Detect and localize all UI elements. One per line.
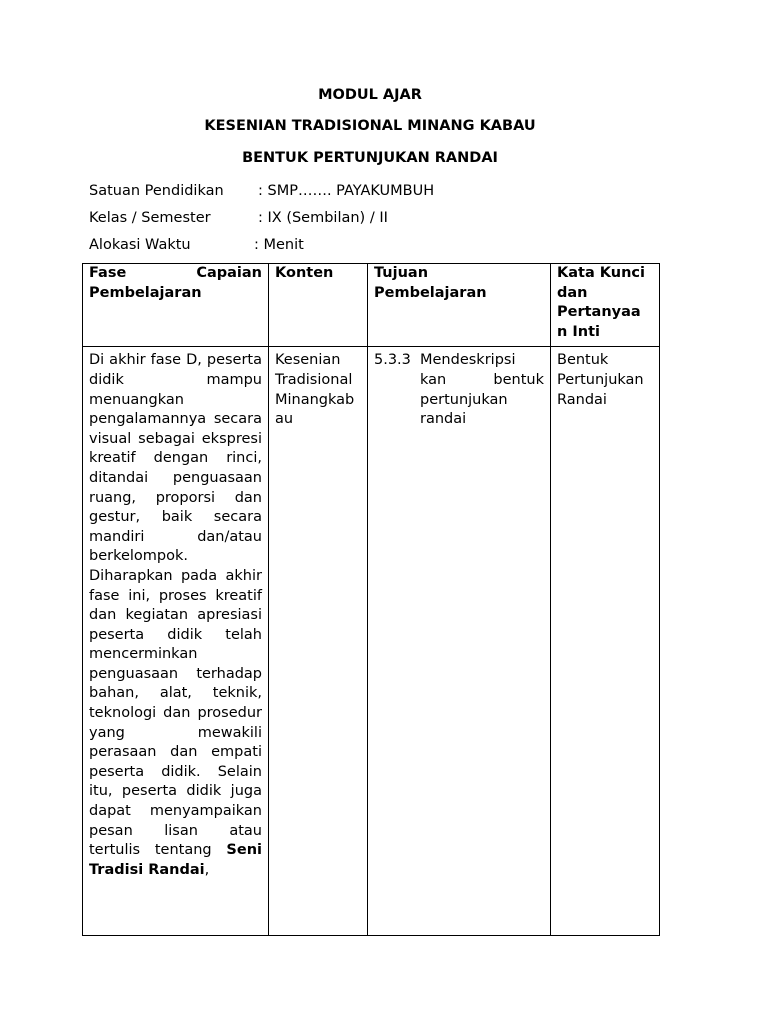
doc-title: MODUL AJAR: [318, 87, 422, 103]
table-row: [83, 347, 660, 936]
header-capaian-word: Pembelajaran: [89, 284, 202, 301]
cell-kata-kunci: Bentuk Pertunjukan Randai: [551, 347, 660, 936]
info-value: : IX (Sembilan) / II: [258, 210, 388, 226]
header-capaian-word: Capaian: [196, 265, 262, 281]
info-label: Alokasi Waktu: [89, 237, 191, 253]
cell-capaian: [83, 347, 269, 936]
capaian-bold-text: Seni Tradisi Randai: [89, 842, 262, 878]
info-value: : SMP……. PAYAKUMBUH: [258, 183, 435, 199]
header-konten: Konten: [269, 264, 368, 347]
header-tujuan: Tujuan Pembelajaran: [368, 264, 551, 347]
header-kata-kunci: Kata Kunci dan Pertanyaa n Inti: [551, 264, 660, 347]
tujuan-text: Mendeskripsi kan bentuk pertunjukan randai: [420, 352, 544, 428]
info-label: Kelas / Semester: [89, 210, 211, 226]
info-label: Satuan Pendidikan: [89, 183, 224, 199]
tujuan-number: 5.3.3: [374, 352, 411, 369]
cell-tujuan: [368, 347, 551, 936]
doc-topic: BENTUK PERTUNJUKAN RANDAI: [242, 150, 498, 166]
header-capaian-word: Fase: [89, 265, 127, 281]
learning-table: [82, 263, 660, 936]
table-header-row: [83, 264, 660, 347]
cell-konten: Kesenian Tradisional Minangkab au: [269, 347, 368, 936]
info-value: : Menit: [254, 237, 304, 253]
capaian-end: ,: [204, 861, 210, 878]
doc-subtitle: KESENIAN TRADISIONAL MINANG KABAU: [204, 118, 536, 134]
capaian-text: Di akhir fase D, peserta didik mampu menuangkan pengalamannya secara visual sebagai ekspresi kreatif dengan rinci, ditandai penguasaan ruang, proporsi dan gestur, baik secara mandiri dan/atau berkelompok. Diharapkan pada akhir fase ini, proses kreatif dan kegiatan apresiasi peserta didik telah mencerminkan penguasaan terhadap bahan, alat, teknik, teknologi dan prosedur yang mewakili perasaan dan empati peserta didik. Selain itu, peserta didik juga dapat menyampaikan pesan lisan atau tertulis tentang: [89, 352, 262, 859]
header-capaian: [83, 264, 269, 347]
